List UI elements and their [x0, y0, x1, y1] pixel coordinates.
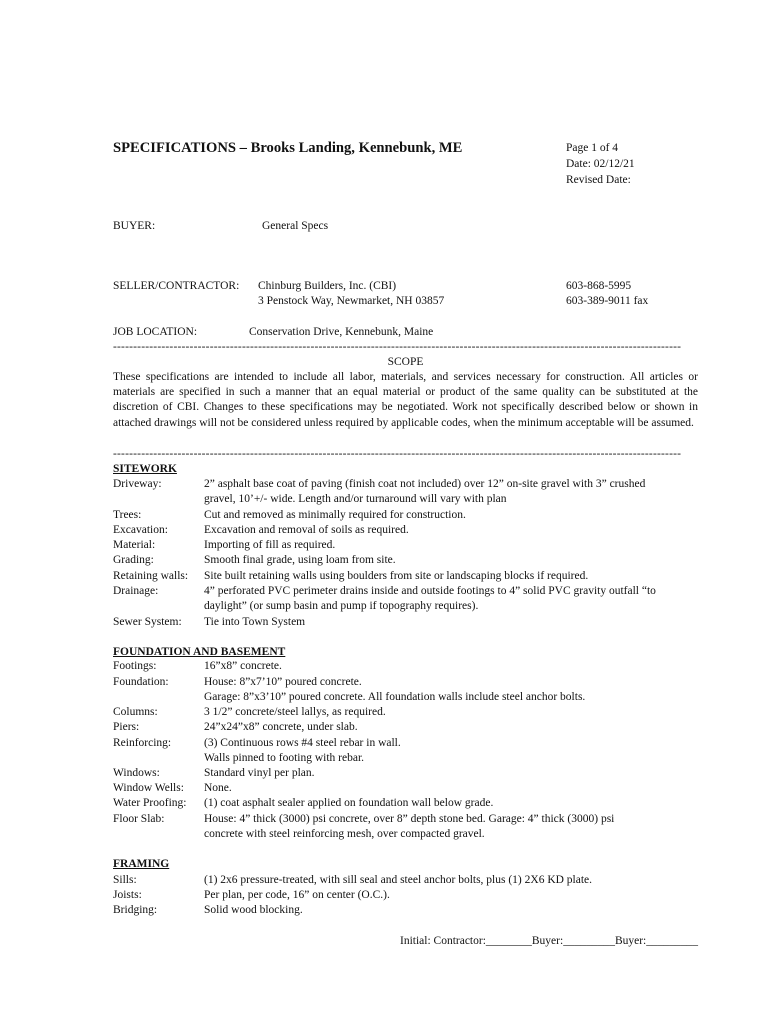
- sewer-value: Tie into Town System: [204, 616, 306, 628]
- reinforcing-label: Reinforcing:: [113, 737, 172, 749]
- scope-heading: SCOPE: [387, 356, 424, 368]
- initials-line: Initial: Contractor:________Buyer:_________Buyer:_________: [399, 935, 698, 947]
- driveway-value-cont: gravel, 10’+/- wide. Length and/or turnaround will vary with plan: [204, 493, 507, 505]
- bridging-label: Bridging:: [113, 904, 158, 916]
- floor-slab-value: House: 4” thick (3000) psi concrete, over 8” depth stone bed. Garage: 4” thick (3000) psi: [204, 813, 615, 825]
- material-value: Importing of fill as required.: [204, 539, 336, 551]
- section-heading-foundation: FOUNDATION AND BASEMENT: [113, 646, 286, 658]
- sills-value: (1) 2x6 pressure-treated, with sill seal and steel anchor bolts, plus (1) 2X6 KD plate.: [204, 874, 593, 886]
- retaining-walls-value: Site built retaining walls using boulders from site or landscaping blocks if required.: [204, 570, 589, 582]
- buyer-value: General Specs: [262, 220, 329, 232]
- retaining-walls-label: Retaining walls:: [113, 570, 189, 582]
- driveway-label: Driveway:: [113, 478, 162, 490]
- joists-value: Per plan, per code, 16” on center (O.C.).: [204, 889, 390, 901]
- grading-value: Smooth final grade, using loam from site.: [204, 554, 396, 566]
- sills-label: Sills:: [113, 874, 137, 886]
- foundation-label: Foundation:: [113, 676, 169, 688]
- floor-slab-value-cont: concrete with steel reinforcing mesh, over compacted gravel.: [204, 828, 485, 840]
- divider-top: ---------------------------------------------------------------------------------------------------------------------------------------------: [113, 341, 682, 353]
- revised-date: Revised Date:: [566, 174, 631, 186]
- document-date: Date: 02/12/21: [566, 158, 635, 170]
- driveway-value: 2” asphalt base coat of paving (finish coat not included) over 12” on-site gravel with 3” crushed: [204, 478, 646, 490]
- windows-value: Standard vinyl per plan.: [204, 767, 315, 779]
- section-heading-sitework: SITEWORK: [113, 463, 177, 475]
- buyer-label: BUYER:: [113, 220, 156, 232]
- trees-value: Cut and removed as minimally required for construction.: [204, 509, 466, 521]
- foundation-value-cont: Garage: 8”x3’10” poured concrete. All foundation walls include steel anchor bolts.: [204, 691, 586, 703]
- page-number: Page 1 of 4: [566, 142, 619, 154]
- water-proofing-label: Water Proofing:: [113, 797, 187, 809]
- seller-phone: 603-868-5995: [566, 280, 632, 292]
- joists-label: Joists:: [113, 889, 142, 901]
- excavation-value: Excavation and removal of soils as required.: [204, 524, 409, 536]
- grading-label: Grading:: [113, 554, 154, 566]
- material-label: Material:: [113, 539, 156, 551]
- section-heading-framing: FRAMING: [113, 858, 170, 870]
- bridging-value: Solid wood blocking.: [204, 904, 303, 916]
- reinforcing-value-cont: Walls pinned to footing with rebar.: [204, 752, 365, 764]
- excavation-label: Excavation:: [113, 524, 168, 536]
- footings-label: Footings:: [113, 660, 157, 672]
- job-location-value: Conservation Drive, Kennebunk, Maine: [249, 326, 434, 338]
- seller-address: 3 Penstock Way, Newmarket, NH 03857: [258, 295, 445, 307]
- drainage-value: 4” perforated PVC perimeter drains inside and outside footings to 4” solid PVC gravity outfall “to: [204, 585, 656, 597]
- water-proofing-value: (1) coat asphalt sealer applied on foundation wall below grade.: [204, 797, 494, 809]
- seller-fax: 603-389-9011 fax: [566, 295, 649, 307]
- divider-bottom: ---------------------------------------------------------------------------------------------------------------------------------------------: [113, 448, 682, 460]
- window-wells-value: None.: [204, 782, 232, 794]
- columns-label: Columns:: [113, 706, 158, 718]
- trees-label: Trees:: [113, 509, 142, 521]
- job-location-label: JOB LOCATION:: [113, 326, 198, 338]
- piers-value: 24”x24”x8” concrete, under slab.: [204, 721, 358, 733]
- footings-value: 16”x8” concrete.: [204, 660, 282, 672]
- scope-text: These specifications are intended to include all labor, materials, and services necessary for construction. All articles or materials are specified in such a manner that an equal material or product of the same quality can be substituted at the discretion of CBI. Changes to these specifications may be negotiated. Work not specifically described below or shown in attached drawings will not be considered unless required by applicable codes, when the minimum acceptable will be assumed.: [113, 371, 698, 429]
- piers-label: Piers:: [113, 721, 140, 733]
- page-title: SPECIFICATIONS – Brooks Landing, Kennebunk, ME: [113, 140, 463, 156]
- reinforcing-value: (3) Continuous rows #4 steel rebar in wall.: [204, 737, 401, 749]
- windows-label: Windows:: [113, 767, 160, 779]
- drainage-label: Drainage:: [113, 585, 159, 597]
- seller-label: SELLER/CONTRACTOR:: [113, 280, 240, 292]
- drainage-value-cont: daylight” (or sump basin and pump if topography requires).: [204, 600, 479, 612]
- floor-slab-label: Floor Slab:: [113, 813, 165, 825]
- seller-name: Chinburg Builders, Inc. (CBI): [258, 280, 397, 292]
- window-wells-label: Window Wells:: [113, 782, 184, 794]
- foundation-value: House: 8”x7’10” poured concrete.: [204, 676, 362, 688]
- sewer-label: Sewer System:: [113, 616, 182, 628]
- columns-value: 3 1/2” concrete/steel lallys, as required.: [204, 706, 386, 718]
